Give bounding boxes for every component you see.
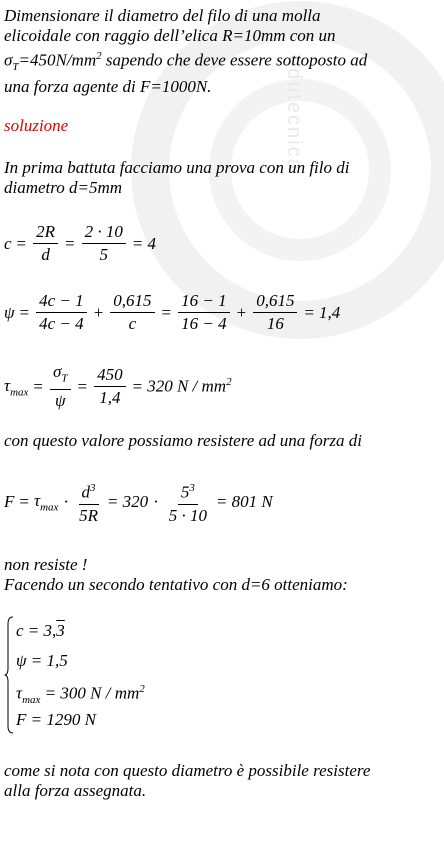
problem-line: elicoidale con raggio dell’elica R=10mm con un <box>4 26 336 45</box>
result-tau: $\tau_{max} = 300$ N / $mm^2$ <box>16 683 145 707</box>
conclusion-line: Facendo un secondo tentativo con d=6 otteniamo: <box>4 575 348 594</box>
problem-statement <box>4 6 367 97</box>
solution-label: soluzione <box>4 116 69 135</box>
resist-text: con questo valore possiamo resistere ad una forza di <box>4 431 362 450</box>
equation-tau: $\tau_{max}$ = $\frac{\sigma_T}{\psi}$ = $\frac{450}{1,4}$ = 320 N / $mm^2$ <box>4 362 232 411</box>
conclusion-line: alla forza assegnata. <box>4 781 147 800</box>
fraction: $\frac{450}{1,4}$ <box>94 365 126 408</box>
result-force: F = 1290 N <box>16 709 96 729</box>
problem-line: Dimensionare il diametro del filo di una molla <box>4 6 321 25</box>
conclusion-line: non resiste ! <box>4 555 88 574</box>
equation-psi: ψ = $\frac{4c - 1}{4c - 4}$ + $\frac{0,615}{c}$ = $\frac{16 - 1}{16 - 4}$ + $\frac{0,615}{16}$ = 1,4 <box>4 291 341 333</box>
second-attempt-text <box>4 555 348 595</box>
fraction: $\frac{2R}{d}$ <box>33 222 58 265</box>
fraction: $\frac{2 \cdot 10}{5}$ <box>82 222 126 265</box>
first-attempt-text <box>4 158 349 198</box>
fraction: $\frac{4c - 1}{4c - 4}$ <box>36 291 87 334</box>
watermark-text: edutecnica <box>283 55 305 172</box>
attempt-line: In prima battuta facciamo una prova con un filo di <box>4 158 350 177</box>
problem-line: una forza agente di F=1000N. <box>4 77 212 97</box>
equation-force: F = $\tau_{max}$ · $\frac{d^3}{5R}$ = 320 · $\frac{5^3}{5 \cdot 10}$ = 801 N <box>4 478 273 526</box>
conclusion-line: come si nota con questo diametro è possibile resistere <box>4 761 371 780</box>
final-conclusion <box>4 761 370 801</box>
problem-line: $\sigma_T=450N/mm^2$ sapendo che deve essere sottoposto ad <box>4 50 368 74</box>
results-system <box>4 616 145 734</box>
fraction: $\frac{16 - 1}{16 - 4}$ <box>178 291 229 334</box>
equation-c: c = $\frac{2R}{d}$ = $\frac{2 \cdot 10}{5}$ = 4 <box>4 222 156 264</box>
left-brace <box>4 616 14 734</box>
fraction: $\frac{5^3}{5 \cdot 10}$ <box>166 478 210 526</box>
fraction: $\frac{d^3}{5R}$ <box>76 478 101 526</box>
attempt-line: diametro d=5mm <box>4 178 123 197</box>
fraction: $\frac{0,615}{16}$ <box>253 291 297 334</box>
result-psi: ψ = 1,5 <box>16 650 68 670</box>
result-c: c = 3,3 <box>16 621 65 640</box>
fraction: $\frac{0,615}{c}$ <box>110 291 154 334</box>
fraction: $\frac{\sigma_T}{\psi}$ <box>50 362 71 411</box>
